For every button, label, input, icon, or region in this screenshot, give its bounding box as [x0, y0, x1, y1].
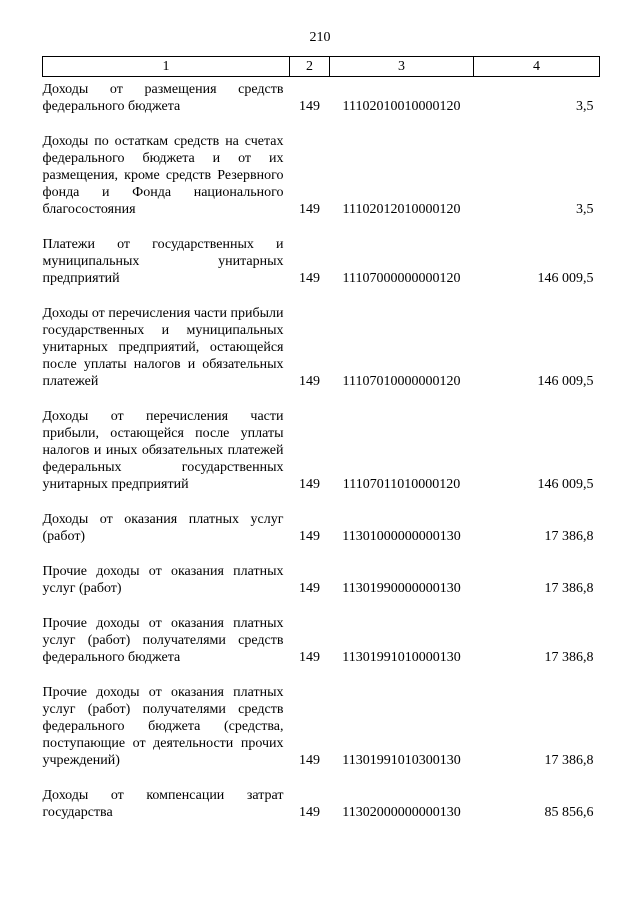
table-row — [43, 408, 600, 493]
header-row — [43, 57, 600, 77]
row-budget-code: 11301990000000130 — [342, 581, 461, 596]
row-budget-code: 11301991010300130 — [342, 753, 461, 768]
row-name: Доходы от оказания платных услуг (работ) — [42, 512, 284, 544]
row-budget-code: 11107011010000120 — [342, 477, 461, 492]
row-admin-code: 149 — [299, 650, 320, 665]
row-admin-code: 149 — [299, 99, 320, 114]
row-name: Платежи от государственных и муниципальных унитарных предприятий — [42, 237, 284, 286]
table-row — [43, 133, 600, 218]
row-budget-code: 11107010000000120 — [342, 374, 461, 389]
row-name: Доходы от перечисления части прибыли, остающейся после уплаты налогов и иных обязательных платежей федеральных государственных унитарных предприятий — [42, 409, 284, 492]
row-admin-code: 149 — [299, 271, 320, 286]
row-admin-code: 149 — [299, 529, 320, 544]
row-amount: 17 386,8 — [544, 753, 594, 768]
header-col-admin: 2 — [290, 57, 330, 77]
table-row — [43, 81, 600, 115]
table-row — [43, 236, 600, 287]
row-name: Прочие доходы от оказания платных услуг (работ) — [42, 564, 284, 596]
table-row — [43, 615, 600, 666]
row-amount: 85 856,6 — [544, 805, 594, 820]
table-row — [43, 511, 600, 545]
row-name: Прочие доходы от оказания платных услуг (работ) получателями средств федерального бюджета (средства, поступающие от деятельности прочих учреждений) — [42, 685, 284, 768]
table-row — [43, 787, 600, 821]
table-row — [43, 684, 600, 769]
header-col-amount: 4 — [474, 57, 600, 77]
row-amount: 17 386,8 — [544, 581, 594, 596]
row-budget-code: 11302000000000130 — [342, 805, 461, 820]
row-admin-code: 149 — [299, 374, 320, 389]
row-amount: 3,5 — [576, 202, 594, 217]
row-budget-code: 11102010010000120 — [342, 99, 461, 114]
row-admin-code: 149 — [299, 202, 320, 217]
row-amount: 17 386,8 — [544, 529, 594, 544]
page-number: 210 — [309, 30, 331, 45]
row-admin-code: 149 — [299, 753, 320, 768]
table-row — [43, 305, 600, 390]
row-name: Доходы от компенсации затрат государства — [42, 788, 284, 820]
row-name: Прочие доходы от оказания платных услуг (работ) получателями средств федерального бюджета — [42, 616, 284, 665]
row-admin-code: 149 — [299, 581, 320, 596]
row-budget-code: 11107000000000120 — [342, 271, 461, 286]
budget-table — [42, 56, 600, 821]
row-budget-code: 11102012010000120 — [342, 202, 461, 217]
row-budget-code: 11301991010000130 — [342, 650, 461, 665]
row-amount: 17 386,8 — [544, 650, 594, 665]
table-body — [43, 77, 600, 822]
table-row — [43, 563, 600, 597]
table-header — [43, 57, 600, 77]
row-admin-code: 149 — [299, 805, 320, 820]
header-col-name: 1 — [43, 57, 290, 77]
row-admin-code: 149 — [299, 477, 320, 492]
row-name: Доходы от размещения средств федерального бюджета — [42, 82, 284, 114]
row-budget-code: 11301000000000130 — [342, 529, 461, 544]
row-name: Доходы по остаткам средств на счетах федерального бюджета и от их размещения, кроме средств Резервного фонда и Фонда национального благосостояния — [42, 134, 284, 217]
header-col-code: 3 — [330, 57, 474, 77]
row-amount: 146 009,5 — [537, 374, 594, 389]
row-amount: 146 009,5 — [537, 271, 594, 286]
row-amount: 146 009,5 — [537, 477, 594, 492]
row-name: Доходы от перечисления части прибыли государственных и муниципальных унитарных предприятий, остающейся после уплаты налогов и обязательных платежей — [42, 306, 284, 389]
row-amount: 3,5 — [576, 99, 594, 114]
